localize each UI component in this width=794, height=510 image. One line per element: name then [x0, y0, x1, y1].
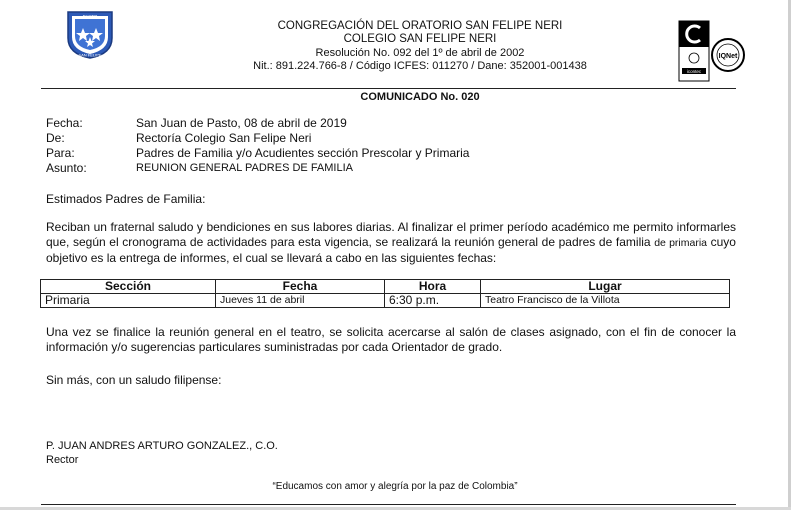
svg-text:IQNet: IQNet	[718, 53, 738, 60]
motto: “Educamos con amor y alegría por la paz de Colombia”	[272, 481, 518, 492]
column-header: Hora	[385, 280, 481, 294]
body-paragraph: Reciban un fraternal saludo y bendiciones en sus labores diarias. Al finalizar el primer período académico me permito informarles que, según el cronograma de actividades para esta vigencia, se realizará la reunión general de padres de familia de primaria cuyo objetivo es la entrega de informes, el cual se llevará a cabo en las siguientes fechas:	[46, 220, 736, 265]
school-seal-logo	[63, 8, 117, 60]
asunto-label: Asunto:	[46, 161, 87, 175]
congregation-title: CONGREGACIÓN DEL ORATORIO SAN FELIPE NERI	[277, 20, 563, 32]
cell-fecha: Jueves 11 de abril	[216, 294, 385, 308]
communique-title: COMUNICADO No. 020	[360, 91, 480, 103]
cell-hora: 6:30 p.m.	[385, 294, 481, 308]
iqnet-certification-logo	[711, 33, 745, 77]
signature-role: Rector	[46, 454, 79, 466]
column-header: Lugar	[481, 280, 730, 294]
cell-lugar: Teatro Francisco de la Villota	[481, 294, 730, 308]
para-label: Para:	[46, 146, 75, 160]
column-header: Fecha	[216, 280, 385, 294]
svg-text:PASTO: PASTO	[82, 14, 98, 19]
school-name: COLEGIO SAN FELIPE NERI	[343, 33, 497, 45]
greeting: Estimados Padres de Familia:	[46, 192, 206, 206]
schedule-table	[40, 279, 730, 308]
svg-text:icontec: icontec	[686, 68, 702, 74]
footer-divider	[41, 504, 736, 505]
resolution-line: Resolución No. 092 del 1º de abril de 2002	[315, 47, 525, 59]
fecha-label: Fecha:	[46, 116, 83, 130]
icontec-certification-logo	[678, 20, 710, 84]
para-value: Padres de Familia y/o Acudientes sección Prescolar y Primaria	[136, 146, 470, 160]
institution-ids: Nit.: 891.224.766-8 / Código ICFES: 011270 / Dane: 352001-001438	[253, 60, 587, 72]
page-edge-right	[788, 0, 791, 510]
table-header-row	[41, 280, 730, 294]
de-label: De:	[46, 131, 65, 145]
fecha-value: San Juan de Pasto, 08 de abril de 2019	[136, 116, 347, 130]
closing-paragraph: Una vez se finalice la reunión general en el teatro, se solicita acercarse al salón de clases asignado, con el fin de conocer la información y/o sugerencias particulares suministradas por cada Orientador de grado.	[46, 325, 736, 354]
asunto-value: REUNION GENERAL PADRES DE FAMILIA	[136, 162, 353, 174]
svg-text:SAN FELIPE: SAN FELIPE	[78, 52, 102, 58]
column-header: Sección	[41, 280, 216, 294]
header-divider	[41, 88, 736, 89]
farewell: Sin más, con un saludo filipense:	[46, 373, 222, 387]
de-value: Rectoría Colegio San Felipe Neri	[136, 131, 312, 145]
table-row	[41, 294, 730, 308]
signature-name: P. JUAN ANDRES ARTURO GONZALEZ., C.O.	[46, 440, 278, 452]
cell-seccion: Primaria	[41, 294, 216, 308]
